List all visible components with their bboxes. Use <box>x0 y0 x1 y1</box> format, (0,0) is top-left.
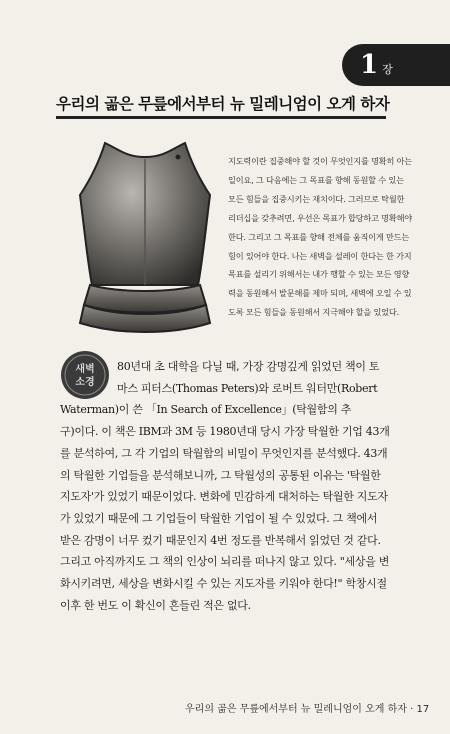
side-line: 모든 힘들을 집중시키는 재치이다. 그러므로 탁월한 <box>228 193 405 204</box>
body-line: 마스 피터스(Thomas Peters)와 로버트 워터만(Robert <box>117 381 378 395</box>
body-line: 지도자'가 있었기 때문이었다. 변화에 민감하게 대처하는 탁월한 지도자 <box>60 490 388 504</box>
side-paragraph <box>228 152 413 322</box>
side-line: 한다. 그리고 그 목표를 향해 전체를 움직이게 만드는 <box>228 231 410 242</box>
body-line: 화시키려면, 세상을 변화시킬 수 있는 지도자를 키워야 한다!" 학창시절 <box>60 577 387 591</box>
side-line: 지도력이란 집중해야 할 것이 무엇인지를 명확히 아는 <box>228 156 413 166</box>
armor-breastplate-image <box>60 135 230 340</box>
side-line: 력을 동원해서 발문해를 제마 되며, 새벽에 오일 수 있 <box>228 288 412 299</box>
body-line: 가 있었기 때문에 그 기업들이 탁월한 기업이 될 수 있었다. 그 책에서 <box>60 511 378 525</box>
chapter-title: 우리의 곪은 무릎에서부터 뉴 밀레니엄이 오게 하자 <box>56 95 390 113</box>
body-line: 를 분석하여, 그 각 기업의 탁월함의 비밀이 무엇인지를 분석했다. 43개 <box>60 446 388 460</box>
badge-line-1: 새벽 <box>75 364 95 375</box>
side-line: 일이요, 그 다음에는 그 목표를 향해 동원할 수 있는 <box>228 174 404 185</box>
chapter-tab <box>342 44 450 86</box>
body-line: 구)이다. 이 책은 IBM과 3M 등 1980년대 당시 가장 탁월한 기업 43개 <box>60 425 390 439</box>
chapter-title-block <box>56 92 390 124</box>
badge-line-2: 소경 <box>75 377 95 388</box>
body-line: 받은 감명이 너무 컸기 때문인지 4번 정도를 반복해서 읽었던 것 같다. <box>60 533 381 547</box>
body-line: 그리고 아직까지도 그 책의 인상이 뇌리를 떠나지 않고 있다. "세상을 변 <box>60 555 390 569</box>
side-line: 도록 모든 힘들을 동원해서 지극해야 할을 있었다. <box>228 307 400 318</box>
chapter-label: 장 <box>382 63 393 76</box>
body-line: Waterman)이 쓴 「In Search of Excellence」(탁월함의 추 <box>60 403 352 417</box>
body-line: 의 탁월한 기업들을 분석해보니까, 그 탁월성의 공통된 이유는 '탁월한 <box>60 468 381 482</box>
body-line: 이후 한 번도 이 확신이 흔들린 적은 없다. <box>60 598 251 612</box>
side-line: 힘이 있어야 한다. 나는 새벽을 설레이 한다는 한 가지 <box>228 250 412 261</box>
side-line: 리더십을 갖추려면, 우선은 목표가 합당하고 명확해야 <box>228 212 413 223</box>
running-footer: 우리의 곪은 무릎에서부터 뉴 밀레니엄이 오게 하자 · 17 <box>185 704 430 715</box>
title-underline <box>56 116 386 119</box>
body-line: 80년대 초 대학을 다닐 때, 가장 감명깊게 읽었던 책이 토 <box>117 360 380 373</box>
side-line: 목표를 설리기 위해서는 내가 행할 수 있는 모든 영향 <box>228 269 410 280</box>
body-paragraph <box>60 356 398 616</box>
chapter-number: 1 <box>360 50 379 80</box>
